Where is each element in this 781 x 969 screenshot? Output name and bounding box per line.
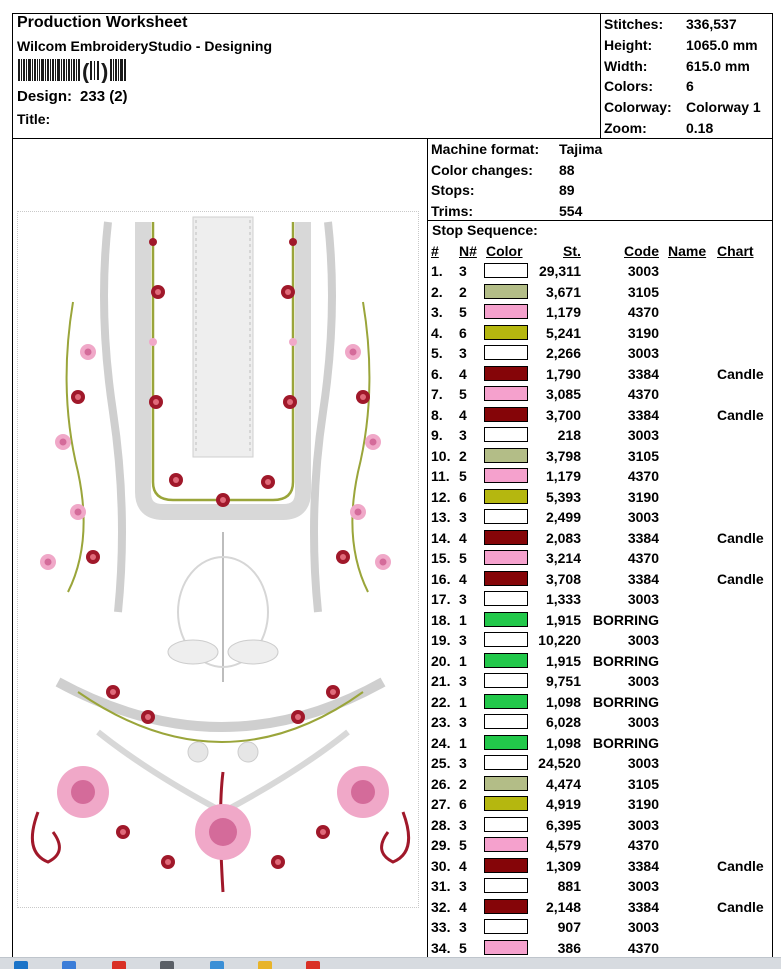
row-stitches: 5,393 <box>545 488 581 505</box>
table-row <box>431 712 771 733</box>
row-chart: Candle <box>717 898 764 915</box>
color-swatch <box>484 509 528 524</box>
row-stitches: 386 <box>557 939 581 956</box>
row-number: 4. <box>431 324 443 341</box>
table-row <box>431 446 771 467</box>
row-code: 3003 <box>627 755 659 771</box>
color-swatch <box>484 345 528 360</box>
row-chart: Candle <box>717 365 764 382</box>
row-needle: 6 <box>459 796 467 812</box>
row-stitches: 1,790 <box>545 365 581 382</box>
row-needle: 4 <box>459 406 467 423</box>
stat-label: Stitches: <box>604 16 664 32</box>
row-code: 4370 <box>627 386 659 402</box>
machine-value: Tajima <box>559 141 603 157</box>
row-needle: 4 <box>459 365 467 382</box>
row-code: BORRING <box>592 611 659 628</box>
row-code: 3384 <box>627 529 659 546</box>
row-code: 3003 <box>627 427 659 443</box>
worksheet-title: Production Worksheet <box>17 14 188 31</box>
table-row <box>431 507 771 528</box>
stop-sequence-heading: Stop Sequence: <box>432 222 538 238</box>
table-row <box>431 835 771 856</box>
row-stitches: 1,098 <box>545 734 581 751</box>
color-swatch <box>484 796 528 811</box>
row-number: 29. <box>431 837 451 853</box>
stat-value: 336,537 <box>686 16 737 32</box>
row-needle: 5 <box>459 939 467 956</box>
row-needle: 3 <box>459 673 467 689</box>
table-row <box>431 917 771 938</box>
table-row <box>431 733 771 754</box>
row-needle: 3 <box>459 919 467 935</box>
row-stitches: 3,708 <box>545 570 581 587</box>
row-code: 4370 <box>627 939 659 956</box>
col-needle: N# <box>459 243 477 259</box>
row-number: 27. <box>431 796 451 812</box>
row-code: 3190 <box>627 488 659 505</box>
row-code: 3003 <box>627 632 659 648</box>
table-row <box>431 753 771 774</box>
row-code: 4370 <box>627 468 659 484</box>
row-code: 3003 <box>627 263 659 279</box>
row-number: 19. <box>431 632 451 648</box>
row-code: 3105 <box>627 447 659 464</box>
color-swatch <box>484 858 528 873</box>
windows-taskbar <box>0 957 781 969</box>
table-row <box>431 651 771 672</box>
machine-row <box>431 180 602 201</box>
color-swatch <box>484 878 528 893</box>
row-number: 1. <box>431 263 443 279</box>
row-stitches: 1,333 <box>545 591 581 607</box>
sequence-column-headers <box>431 243 771 261</box>
row-needle: 3 <box>459 878 467 894</box>
design-label: Design: <box>17 88 73 105</box>
row-needle: 6 <box>459 488 467 505</box>
color-swatch <box>484 755 528 770</box>
row-chart: Candle <box>717 529 764 546</box>
row-stitches: 6,395 <box>545 816 581 833</box>
color-swatch <box>484 325 528 340</box>
row-number: 34. <box>431 939 451 956</box>
color-swatch <box>484 714 528 729</box>
row-chart: Candle <box>717 570 764 587</box>
color-swatch <box>484 304 528 319</box>
row-needle: 5 <box>459 386 467 402</box>
table-row <box>431 794 771 815</box>
row-number: 6. <box>431 365 443 382</box>
row-stitches: 2,083 <box>545 529 581 546</box>
col-stitches: St. <box>563 243 581 259</box>
color-swatch <box>484 571 528 586</box>
row-stitches: 218 <box>557 427 581 443</box>
row-number: 13. <box>431 509 451 525</box>
color-swatch <box>484 407 528 422</box>
row-code: BORRING <box>592 693 659 710</box>
row-stitches: 3,085 <box>545 386 581 402</box>
row-stitches: 10,220 <box>538 632 581 648</box>
row-stitches: 3,798 <box>545 447 581 464</box>
row-needle: 4 <box>459 529 467 546</box>
row-code: 3384 <box>627 570 659 587</box>
row-needle: 1 <box>459 611 467 628</box>
stat-row <box>604 56 761 77</box>
color-swatch <box>484 530 528 545</box>
stat-value: 615.0 mm <box>686 57 750 74</box>
stat-row <box>604 35 761 56</box>
machine-value: 89 <box>559 182 575 198</box>
stat-value: 6 <box>686 78 694 95</box>
stat-row <box>604 118 761 139</box>
row-needle: 3 <box>459 345 467 361</box>
row-stitches: 907 <box>557 919 581 935</box>
header-divider <box>600 13 601 139</box>
row-number: 32. <box>431 898 451 915</box>
row-needle: 3 <box>459 632 467 648</box>
table-row <box>431 671 771 692</box>
row-number: 30. <box>431 857 451 874</box>
table-row <box>431 364 771 385</box>
row-number: 8. <box>431 406 443 423</box>
table-row <box>431 487 771 508</box>
row-code: 3003 <box>627 919 659 935</box>
machine-label: Stops: <box>431 182 475 198</box>
row-needle: 1 <box>459 693 467 710</box>
row-number: 23. <box>431 714 451 730</box>
row-stitches: 2,266 <box>545 345 581 361</box>
svg-text:(: ( <box>82 59 90 83</box>
table-row <box>431 630 771 651</box>
color-swatch <box>484 653 528 668</box>
row-stitches: 3,214 <box>545 550 581 566</box>
row-needle: 1 <box>459 734 467 751</box>
row-stitches: 1,915 <box>545 652 581 669</box>
color-swatch <box>484 448 528 463</box>
col-chart: Chart <box>717 243 754 259</box>
stat-value: Colorway 1 <box>686 99 761 116</box>
app-name: Wilcom EmbroideryStudio - Designing <box>17 38 273 54</box>
stat-label: Colors: <box>604 78 653 95</box>
row-number: 11. <box>431 468 450 484</box>
row-code: 4370 <box>627 837 659 853</box>
row-stitches: 1,098 <box>545 693 581 710</box>
color-swatch <box>484 263 528 278</box>
color-swatch <box>484 366 528 381</box>
col-code: Code <box>624 243 659 259</box>
table-row <box>431 897 771 918</box>
machine-row <box>431 201 602 222</box>
row-code: 4370 <box>627 304 659 320</box>
machine-label: Trims: <box>431 202 474 219</box>
row-number: 17. <box>431 591 451 607</box>
stat-row <box>604 14 761 35</box>
table-row <box>431 425 771 446</box>
row-code: 3384 <box>627 406 659 423</box>
row-number: 10. <box>431 447 451 464</box>
color-swatch <box>484 673 528 688</box>
table-row <box>431 405 771 426</box>
machine-info <box>431 139 602 221</box>
color-swatch <box>484 899 528 914</box>
row-needle: 3 <box>459 427 467 443</box>
design-preview <box>17 211 419 908</box>
row-needle: 6 <box>459 324 467 341</box>
table-row <box>431 774 771 795</box>
row-needle: 3 <box>459 755 467 771</box>
row-stitches: 1,309 <box>545 857 581 874</box>
table-row <box>431 466 771 487</box>
stat-value: 1065.0 mm <box>686 36 758 53</box>
table-row <box>431 692 771 713</box>
row-number: 21. <box>431 673 451 689</box>
row-needle: 4 <box>459 857 467 874</box>
row-code: 3003 <box>627 714 659 730</box>
row-stitches: 1,179 <box>545 304 581 320</box>
row-number: 3. <box>431 304 443 320</box>
stat-label: Width: <box>604 57 648 74</box>
table-row <box>431 343 771 364</box>
row-number: 16. <box>431 570 451 587</box>
row-stitches: 2,148 <box>545 898 581 915</box>
machine-value: 88 <box>559 161 575 178</box>
row-needle: 3 <box>459 714 467 730</box>
row-stitches: 9,751 <box>545 673 581 689</box>
row-number: 5. <box>431 345 443 361</box>
row-stitches: 6,028 <box>545 714 581 730</box>
stat-row <box>604 76 761 97</box>
table-row <box>431 548 771 569</box>
row-stitches: 4,474 <box>545 775 581 792</box>
table-row <box>431 323 771 344</box>
row-stitches: 1,179 <box>545 468 581 484</box>
row-code: 3384 <box>627 857 659 874</box>
design-value: 233 (2) <box>80 88 128 105</box>
table-row <box>431 876 771 897</box>
table-row <box>431 282 771 303</box>
row-stitches: 5,241 <box>545 324 581 341</box>
row-needle: 3 <box>459 591 467 607</box>
row-chart: Candle <box>717 857 764 874</box>
row-stitches: 4,579 <box>545 837 581 853</box>
row-needle: 3 <box>459 263 467 279</box>
table-row <box>431 302 771 323</box>
row-code: 3003 <box>627 878 659 894</box>
row-needle: 2 <box>459 283 467 300</box>
row-needle: 2 <box>459 775 467 792</box>
color-swatch <box>484 612 528 627</box>
color-swatch <box>484 817 528 832</box>
row-code: 3003 <box>627 673 659 689</box>
row-code: 3105 <box>627 775 659 792</box>
row-code: 3003 <box>627 509 659 525</box>
row-number: 14. <box>431 529 451 546</box>
title-label: Title: <box>17 111 51 127</box>
color-swatch <box>484 468 528 483</box>
barcode-icon <box>18 59 128 83</box>
row-code: BORRING <box>592 734 659 751</box>
body-divider <box>427 138 428 968</box>
stat-label: Zoom: <box>604 119 647 136</box>
table-row <box>431 610 771 631</box>
row-needle: 5 <box>459 304 467 320</box>
stat-label: Height: <box>604 36 653 53</box>
row-code: 3003 <box>627 816 659 833</box>
machine-row <box>431 160 602 181</box>
row-needle: 3 <box>459 816 467 833</box>
row-number: 25. <box>431 755 451 771</box>
color-swatch <box>484 489 528 504</box>
row-code: 3190 <box>627 796 659 812</box>
color-swatch <box>484 940 528 955</box>
table-row <box>431 938 771 959</box>
color-swatch <box>484 386 528 401</box>
table-row <box>431 589 771 610</box>
row-code: 4370 <box>627 550 659 566</box>
row-code: BORRING <box>592 652 659 669</box>
design-stats <box>604 14 761 139</box>
row-needle: 2 <box>459 447 467 464</box>
row-code: 3190 <box>627 324 659 341</box>
row-code: 3003 <box>627 591 659 607</box>
row-code: 3384 <box>627 898 659 915</box>
color-swatch <box>484 776 528 791</box>
row-code: 3384 <box>627 365 659 382</box>
color-swatch <box>484 735 528 750</box>
machine-label: Machine format: <box>431 141 540 157</box>
row-number: 33. <box>431 919 451 935</box>
color-swatch <box>484 837 528 852</box>
svg-text:): ) <box>101 59 109 83</box>
table-row <box>431 569 771 590</box>
color-swatch <box>484 591 528 606</box>
row-needle: 5 <box>459 468 467 484</box>
row-number: 31. <box>431 878 451 894</box>
row-number: 24. <box>431 734 451 751</box>
color-swatch <box>484 919 528 934</box>
design-info <box>17 88 128 105</box>
row-number: 28. <box>431 816 451 833</box>
table-row <box>431 815 771 836</box>
row-code: 3105 <box>627 283 659 300</box>
row-number: 9. <box>431 427 443 443</box>
table-row <box>431 384 771 405</box>
stop-sequence-table <box>431 261 771 958</box>
color-swatch <box>484 284 528 299</box>
row-needle: 1 <box>459 652 467 669</box>
table-row <box>431 856 771 877</box>
machine-value: 554 <box>559 202 583 219</box>
table-row <box>431 528 771 549</box>
machine-label: Color changes: <box>431 161 533 178</box>
row-stitches: 3,671 <box>545 283 581 300</box>
stat-value: 0.18 <box>686 119 714 136</box>
row-stitches: 29,311 <box>538 263 581 279</box>
row-number: 20. <box>431 652 451 669</box>
row-number: 15. <box>431 550 451 566</box>
row-stitches: 2,499 <box>545 509 581 525</box>
row-stitches: 4,919 <box>545 796 581 812</box>
row-needle: 3 <box>459 509 467 525</box>
row-number: 18. <box>431 611 451 628</box>
row-chart: Candle <box>717 406 764 423</box>
row-needle: 5 <box>459 550 467 566</box>
row-stitches: 3,700 <box>545 406 581 423</box>
stat-row <box>604 97 761 118</box>
color-swatch <box>484 550 528 565</box>
stat-label: Colorway: <box>604 99 672 116</box>
row-code: 3003 <box>627 345 659 361</box>
row-stitches: 881 <box>557 878 581 894</box>
table-row <box>431 261 771 282</box>
color-swatch <box>484 632 528 647</box>
row-needle: 5 <box>459 837 467 853</box>
col-number: # <box>431 243 439 259</box>
col-name: Name <box>668 243 707 259</box>
col-color: Color <box>486 243 523 259</box>
color-swatch <box>484 427 528 442</box>
row-stitches: 1,915 <box>545 611 581 628</box>
row-needle: 4 <box>459 570 467 587</box>
row-stitches: 24,520 <box>538 755 581 771</box>
row-number: 7. <box>431 386 443 402</box>
row-number: 26. <box>431 775 451 792</box>
machine-row <box>431 139 602 160</box>
row-number: 2. <box>431 283 443 300</box>
row-number: 22. <box>431 693 451 710</box>
row-number: 12. <box>431 488 451 505</box>
row-needle: 4 <box>459 898 467 915</box>
embroidery-design-image <box>18 212 418 907</box>
color-swatch <box>484 694 528 709</box>
